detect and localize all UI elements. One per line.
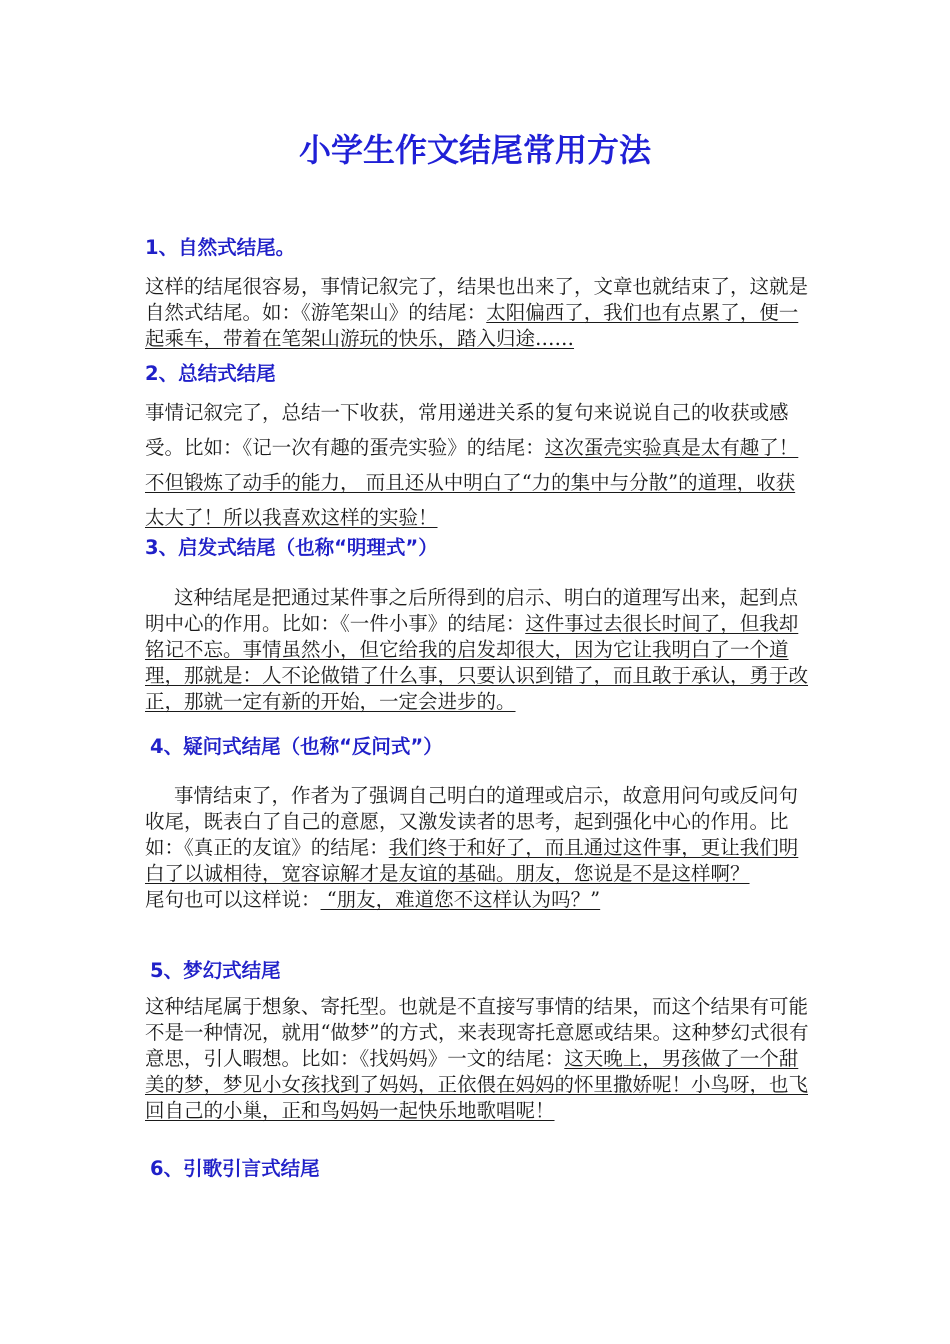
section-3-heading: 3、启发式结尾（也称“明理式”） [145,536,438,559]
section-2-heading: 2、总结式结尾 [145,362,276,385]
section-1-intro: 这样的结尾很容易，事情记叙完了，结果也出来了，文章也就结束了，这就是自然式结尾。如：《游笔架山》的结尾： [145,275,809,324]
section-1-example: 太阳偏西了，我们也有点累了，便一起乘车，带着在笔架山游玩的快乐，踏入归途…… [145,301,799,350]
section-1-paragraph [145,274,810,352]
section-6-heading: 6、引歌引言式结尾 [150,1157,320,1180]
section-2-intro: 事情记叙完了，总结一下收获，常用递进关系的复句来说说自己的收获或感受。比如：《记一次有趣的蛋壳实验》的结尾： [145,401,789,459]
section-2-paragraph [145,395,810,535]
section-5-paragraph [145,994,810,1124]
section-4-example: 我们终于和好了，而且通过这件事，更让我们明白了以诚相待，宽容谅解才是友谊的基础。朋友，您说是不是这样啊？ [145,836,799,885]
section-5-intro: 这种结尾属于想象、寄托型。也就是不直接写事情的结果，而这个结果有可能不是一种情况，就用“做梦”的方式，来表现寄托意愿或结果。这种梦幻式很有意思，引人暇想。比如：《找妈妈》一文的结尾： [145,995,809,1070]
section-4-alt-example: “朋友，难道您不这样认为吗？” [320,888,601,911]
section-3-example: 这件事过去很长时间了，但我却铭记不忘。事情虽然小，但它给我的启发却很大，因为它让我明白了一个道理，那就是：人不论做错了什么事，只要认识到错了，而且敢于承认，勇于改正，那就一定有新的开始，一定会进步的。 [145,612,809,713]
section-3-intro: 这种结尾是把通过某件事之后所得到的启示、明白的道理写出来，起到点明中心的作用。比如：《一件小事》的结尾： [145,586,799,635]
page-title: 小学生作文结尾常用方法 [298,131,651,169]
section-1-heading: 1、自然式结尾。 [145,236,296,259]
section-4-intro: 事情结束了，作者为了强调自己明白的道理或启示，故意用问句或反问句收尾，既表白了自己的意愿，又激发读者的思考，起到强化中心的作用。比如：《真正的友谊》的结尾： [145,784,799,859]
section-2-example: 这次蛋壳实验真是太有趣了！不但锻炼了动手的能力， 而且还从中明白了“力的集中与分散”的道理，收获太大了！所以我喜欢这样的实验！ [145,436,799,529]
section-5-heading: 5、梦幻式结尾 [150,959,281,982]
section-5-example: 这天晚上，男孩做了一个甜美的梦，梦见小女孩找到了妈妈，正依偎在妈妈的怀里撒娇呢！小鸟呀，也飞回自己的小巢，正和鸟妈妈一起快乐地歌唱呢！ [145,1047,809,1122]
section-4-alt-intro: 尾句也可以这样说： [145,888,321,911]
section-3-paragraph [145,585,810,715]
section-4-heading: 4、疑问式结尾（也称“反问式”） [150,735,443,758]
section-4-paragraph [145,783,810,913]
